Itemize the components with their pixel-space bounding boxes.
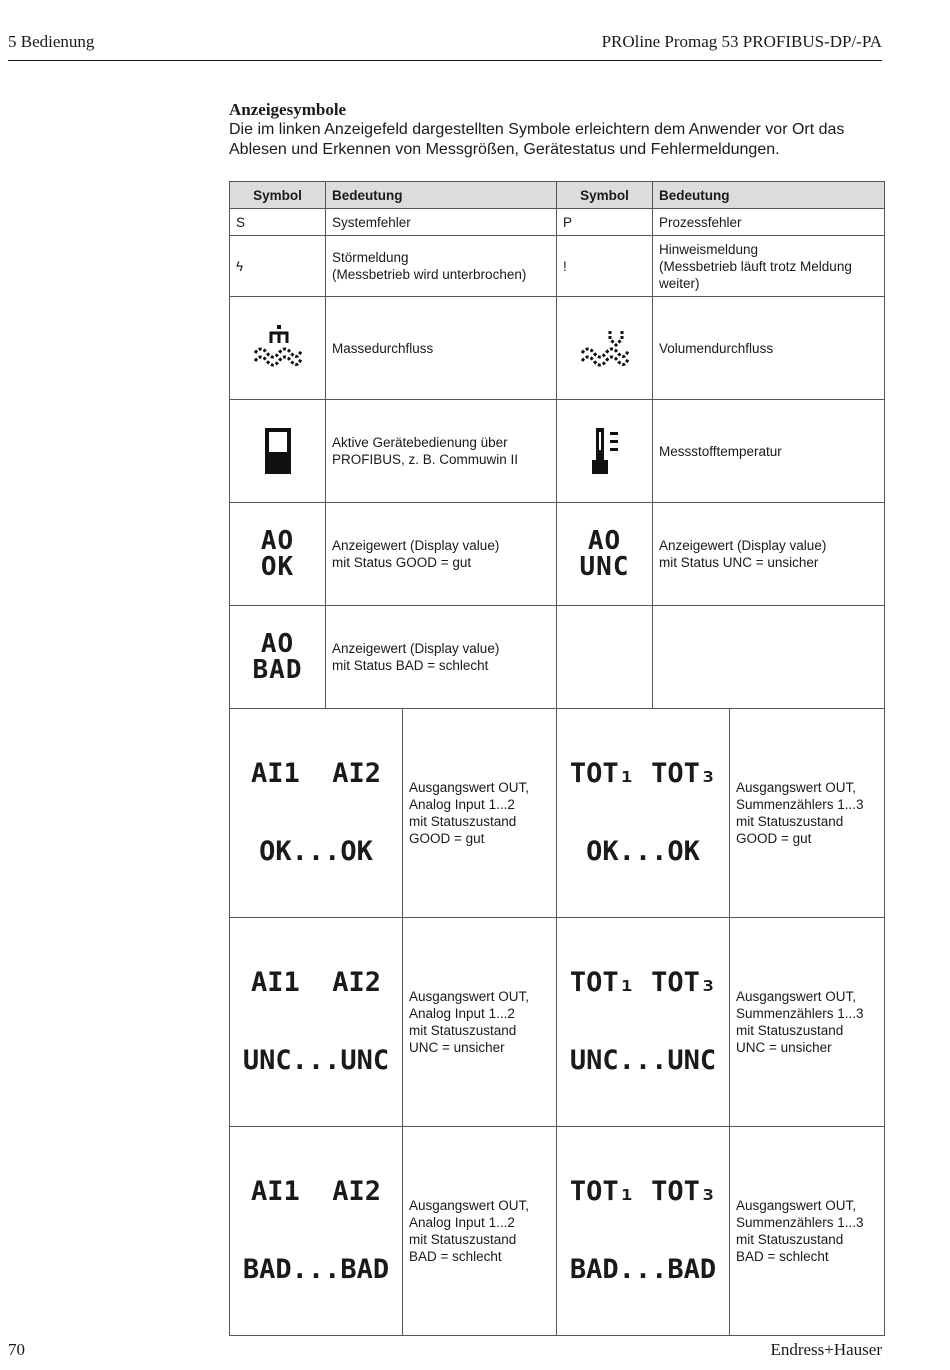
meaning-line: Ausgangswert OUT, (736, 1198, 857, 1213)
meaning-line: (Messbetrieb läuft trotz Meldung weiter) (659, 258, 852, 291)
meaning-line: Anzeigewert (Display value) (332, 538, 500, 553)
table-row (230, 297, 885, 400)
meaning-tot-bad (730, 1127, 885, 1336)
meaning-line: BAD = schlecht (736, 1249, 829, 1264)
meaning-line: Aktive Gerätebedienung über (332, 435, 508, 450)
meaning-geraetebedienung (326, 400, 557, 503)
meaning-line: (Messbetrieb wird unterbrochen) (332, 267, 527, 282)
meaning-line: Ausgangswert OUT, (736, 780, 857, 795)
meaning-line: Summenzählers 1...3 (736, 1215, 864, 1230)
lcd-line: AI1 AI2 (250, 967, 382, 998)
meaning-line: Analog Input 1...2 (409, 1215, 515, 1230)
symbol-p: P (557, 209, 653, 236)
lcd-line: OK...OK (586, 836, 700, 867)
meaning-line: Anzeigewert (Display value) (332, 641, 500, 656)
meaning-line: Hinweismeldung (659, 241, 759, 257)
remote-operation-icon (230, 400, 326, 503)
lcd-line: AO (260, 629, 295, 659)
meaning-line: mit Statuszustand (409, 1023, 517, 1038)
lcd-line: OK...OK (259, 836, 373, 867)
table-row (230, 209, 885, 236)
meaning-line: GOOD = gut (736, 831, 812, 846)
meaning-ao-unc (653, 503, 885, 606)
lcd-tot-bad (557, 1127, 730, 1336)
table-row (230, 709, 885, 918)
col-header-symbol: Symbol (557, 182, 653, 209)
section-intro: Die im linken Anzeigefeld dargestellten Symbole erleichtern dem Anwender vor Ort das Ablesen und Erkennen von Messgrößen, Gerätestatus und Fehlermeldungen. (229, 121, 845, 158)
meaning-systemfehler: Systemfehler (326, 209, 557, 236)
meaning-ao-ok (326, 503, 557, 606)
meaning-line: mit Status GOOD = gut (332, 555, 472, 570)
lcd-ao-ok (230, 503, 326, 606)
meaning-volumendurchfluss: Volumendurchfluss (653, 297, 885, 400)
table-row (230, 400, 885, 503)
meaning-line: UNC = unsicher (409, 1040, 505, 1055)
lcd-ai-unc (230, 918, 403, 1127)
meaning-massedurchfluss: Massedurchfluss (326, 297, 557, 400)
meaning-line: mit Statuszustand (736, 814, 844, 829)
meaning-ai-bad (403, 1127, 557, 1336)
meaning-line: mit Statuszustand (736, 1023, 844, 1038)
lcd-ao-bad (230, 606, 326, 709)
lcd-line: UNC...UNC (569, 1045, 717, 1076)
lcd-line: BAD (252, 655, 303, 685)
symbol-s: S (230, 209, 326, 236)
lcd-ai-ok (230, 709, 403, 918)
table-header-row (230, 182, 885, 209)
thermometer-icon (557, 400, 653, 503)
table-row (230, 236, 885, 297)
meaning-line: GOOD = gut (409, 831, 485, 846)
lcd-tot-unc (557, 918, 730, 1127)
lcd-line: UNC (579, 552, 630, 582)
meaning-line: Ausgangswert OUT, (409, 1198, 530, 1213)
lcd-line: BAD...BAD (569, 1254, 717, 1285)
meaning-line: mit Statuszustand (409, 1232, 517, 1247)
meaning-line: Summenzählers 1...3 (736, 1006, 864, 1021)
empty-cell (557, 606, 653, 709)
col-header-meaning: Bedeutung (326, 182, 557, 209)
volume-flow-icon (557, 297, 653, 400)
meaning-line: mit Statuszustand (409, 814, 517, 829)
lcd-line: OK (260, 552, 295, 582)
section-title: Anzeigesymbole (229, 100, 347, 119)
table-row (230, 606, 885, 709)
symbol-lightning: ϟ (230, 236, 326, 297)
header-chapter: 5 Bedienung (8, 32, 95, 51)
lcd-ai-bad (230, 1127, 403, 1336)
lcd-ao-unc (557, 503, 653, 606)
symbol-table (229, 181, 885, 1336)
lcd-line: TOT₁ TOT₃ (569, 1176, 717, 1207)
meaning-line: Analog Input 1...2 (409, 1006, 515, 1021)
header-document-title: PROline Promag 53 PROFIBUS-DP/-PA (601, 32, 882, 51)
empty-cell (653, 606, 885, 709)
meaning-line: Ausgangswert OUT, (409, 780, 530, 795)
lcd-line: UNC...UNC (242, 1045, 390, 1076)
meaning-line: mit Statuszustand (736, 1232, 844, 1247)
lcd-line: TOT₁ TOT₃ (569, 967, 717, 998)
meaning-line: UNC = unsicher (736, 1040, 832, 1055)
meaning-line: Ausgangswert OUT, (409, 989, 530, 1004)
page-number: 70 (8, 1340, 25, 1359)
meaning-hinweismeldung (653, 236, 885, 297)
lcd-line: AI1 AI2 (250, 758, 382, 789)
meaning-ai-unc (403, 918, 557, 1127)
meaning-line: mit Status BAD = schlecht (332, 658, 489, 673)
lcd-line: BAD...BAD (242, 1254, 390, 1285)
meaning-messstofftemperatur: Messstofftemperatur (653, 400, 885, 503)
meaning-line: Summenzählers 1...3 (736, 797, 864, 812)
meaning-ao-bad (326, 606, 557, 709)
meaning-line: mit Status UNC = unsicher (659, 555, 819, 570)
mass-flow-icon (230, 297, 326, 400)
meaning-tot-unc (730, 918, 885, 1127)
meaning-line: Ausgangswert OUT, (736, 989, 857, 1004)
table-row (230, 918, 885, 1127)
meaning-line: BAD = schlecht (409, 1249, 502, 1264)
meaning-line: Störmeldung (332, 250, 409, 265)
meaning-stoermeldung (326, 236, 557, 297)
col-header-symbol: Symbol (230, 182, 326, 209)
col-header-meaning: Bedeutung (653, 182, 885, 209)
table-row (230, 1127, 885, 1336)
lcd-line: AO (587, 526, 622, 556)
brand-logo-text: Endress+Hauser (770, 1340, 882, 1359)
meaning-line: Analog Input 1...2 (409, 797, 515, 812)
meaning-tot-ok (730, 709, 885, 918)
lcd-tot-ok (557, 709, 730, 918)
table-row (230, 503, 885, 606)
meaning-line: Anzeigewert (Display value) (659, 538, 827, 553)
lcd-line: TOT₁ TOT₃ (569, 758, 717, 789)
header-rule (8, 60, 882, 61)
lcd-line: AO (260, 526, 295, 556)
symbol-exclamation: ! (557, 236, 653, 297)
meaning-ai-ok (403, 709, 557, 918)
meaning-prozessfehler: Prozessfehler (653, 209, 885, 236)
lcd-line: AI1 AI2 (250, 1176, 382, 1207)
meaning-line: PROFIBUS, z. B. Commuwin II (332, 452, 519, 467)
